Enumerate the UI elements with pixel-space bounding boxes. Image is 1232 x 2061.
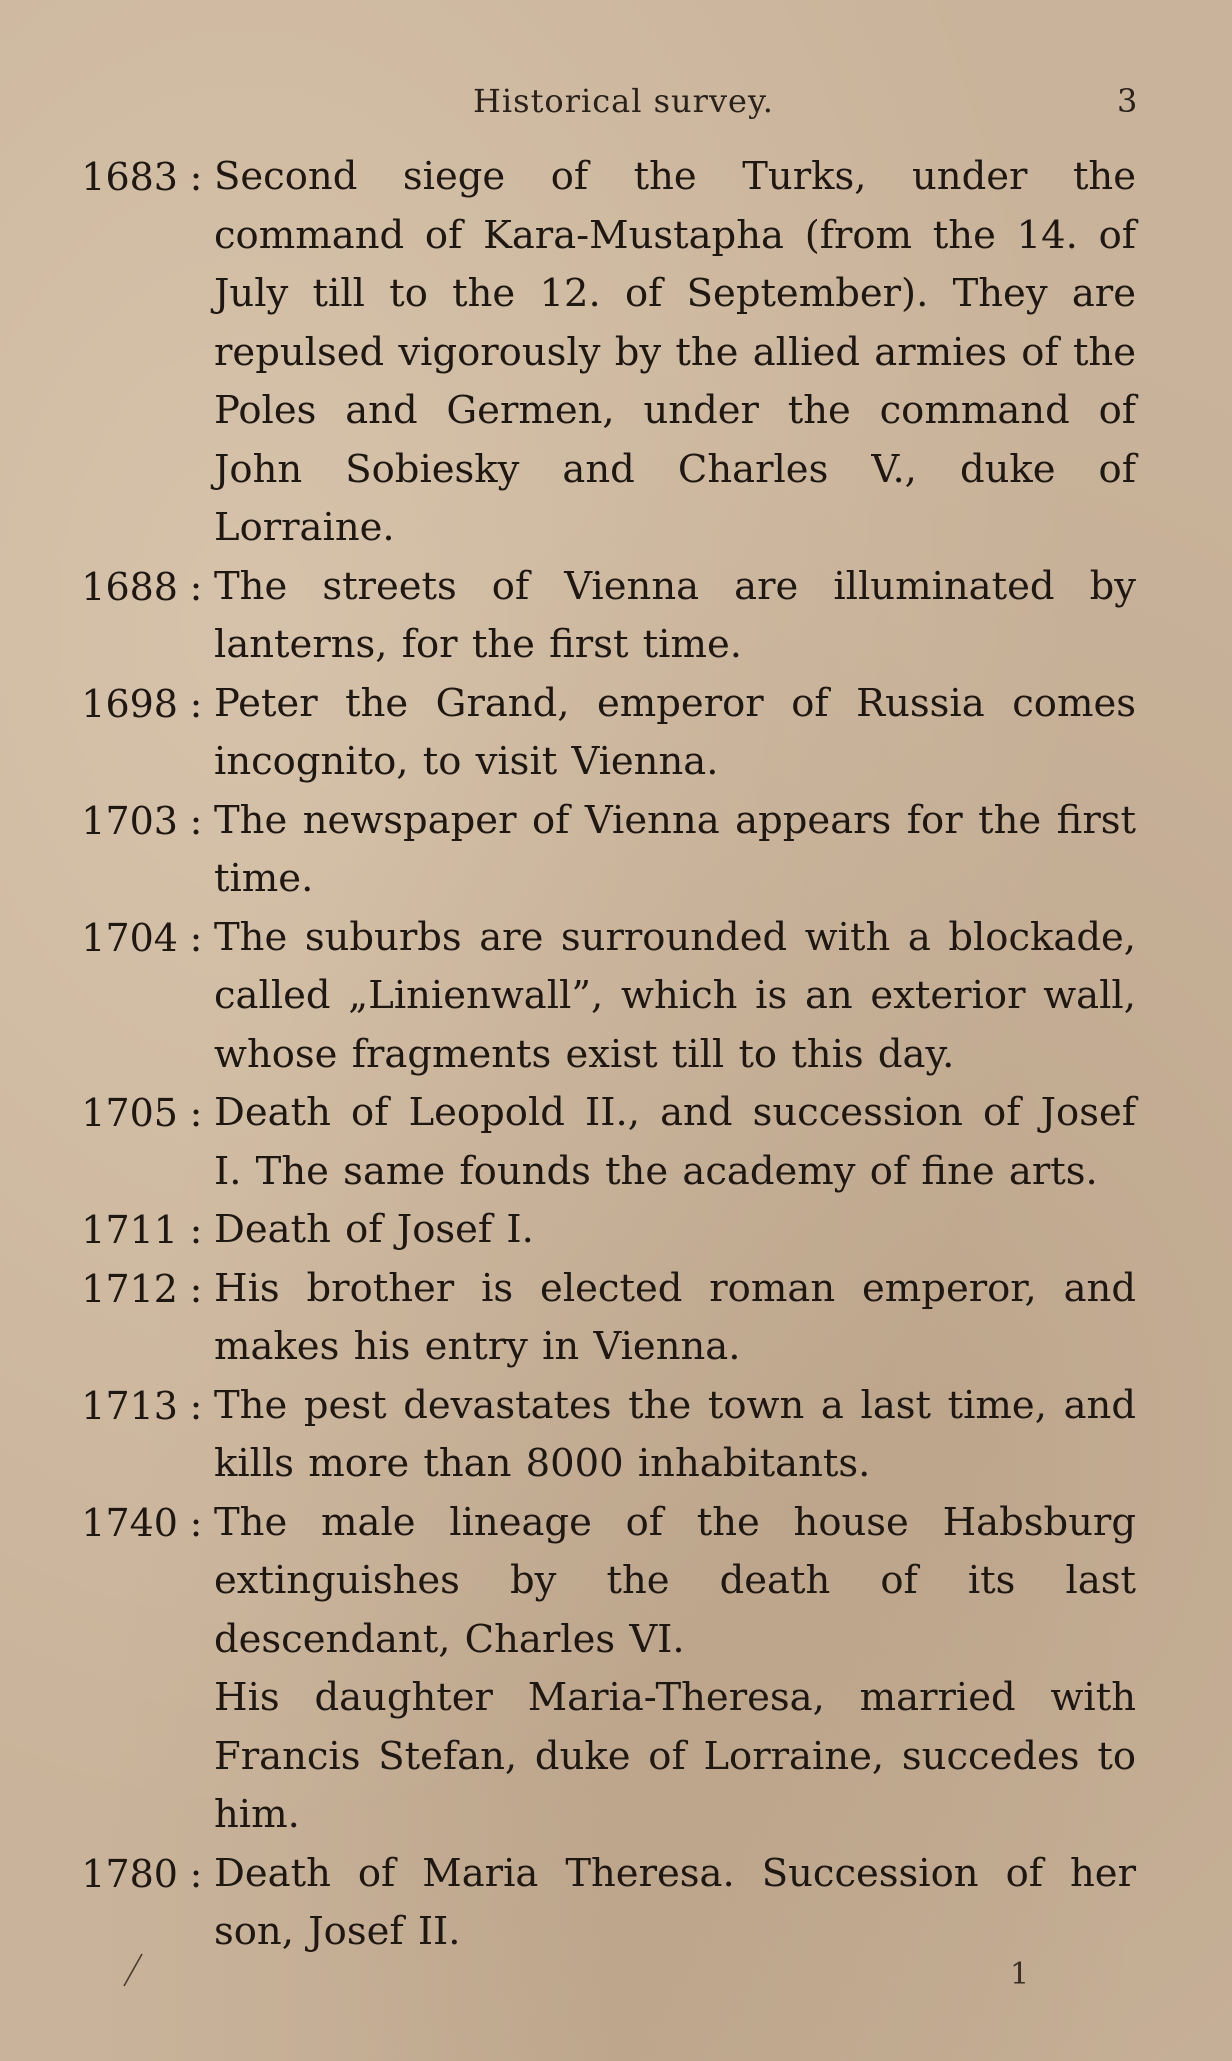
entry-text [214, 558, 1136, 675]
chronology-entry [66, 792, 1136, 909]
entry-paragraph: His brother is elected roman emperor, and makes his entry in Vienna. [214, 1265, 1136, 1369]
entry-paragraph: Death of Maria Theresa. Succession of her son, Josef II. [214, 1850, 1136, 1954]
chronology-entry [66, 1201, 1136, 1260]
entry-text [214, 1494, 1136, 1845]
chronology-entry [66, 675, 1136, 792]
entry-text [214, 909, 1136, 1085]
entry-colon: : [189, 564, 203, 609]
entry-colon: : [189, 1091, 203, 1135]
entry-text [214, 1201, 1136, 1260]
entry-paragraph: The streets of Vienna are illuminated by lanterns, for the first time. [214, 563, 1136, 667]
chronology-entry [66, 1845, 1136, 1962]
entry-paragraph: His daughter Maria-Theresa, married with Francis Stefan, duke of Lorraine, succedes to him. [214, 1675, 1136, 1837]
entry-paragraph: The newspaper of Vienna appears for the first time. [214, 797, 1136, 901]
entry-colon: : [189, 1383, 203, 1428]
entry-year: 1780 [81, 1851, 178, 1896]
entry-colon: : [189, 798, 203, 843]
chronology-list [66, 148, 1136, 1962]
chronology-entry [66, 909, 1136, 1085]
pencil-mark-icon [118, 1950, 148, 1990]
chronology-entry [66, 1494, 1136, 1845]
entry-text [214, 148, 1136, 558]
page-number: 3 [1117, 82, 1138, 120]
chronology-entry [66, 1084, 1136, 1201]
entry-text [214, 675, 1136, 792]
chronology-entry [66, 148, 1136, 558]
signature-mark: 1 [1010, 1957, 1030, 1992]
entry-year: 1688 [81, 564, 178, 609]
entry-text [214, 1084, 1136, 1201]
entry-text [214, 1845, 1136, 1962]
entry-year: 1740 [81, 1500, 178, 1545]
entry-paragraph: The pest devastates the town a last time, and kills more than 8000 inhabitants. [214, 1382, 1136, 1486]
entry-year: 1703 [81, 798, 178, 843]
entry-paragraph: The suburbs are surrounded with a blockade, called „Linienwall”, which is an exterior wall, whose fragments exist till to this day. [214, 914, 1136, 1077]
entry-year: 1713 [81, 1383, 178, 1428]
entry-colon: : [189, 1500, 203, 1545]
entry-year: 1712 [81, 1266, 178, 1311]
entry-paragraph: Second siege of the Turks, under the command of Kara-Mustapha (from the 14. of July till to the 12. of September). They are repulsed vigorously by the allied armies of the Poles and Germen, under the command of John Sobiesky and Charles V., duke of Lorraine. [214, 154, 1136, 550]
entry-colon: : [189, 1208, 203, 1252]
entry-colon: : [189, 1851, 203, 1896]
entry-year: 1683 [81, 155, 178, 199]
entry-paragraph: The male lineage of the house Habsburg extinguishes by the death of its last descendant, Charles VI. [214, 1499, 1136, 1662]
entry-text [214, 792, 1136, 909]
entry-year: 1711 [81, 1208, 178, 1252]
chronology-entry [66, 558, 1136, 675]
entry-year: 1704 [81, 915, 178, 960]
entry-paragraph: Death of Leopold II., and succession of Josef I. The same founds the academy of fine arts. [214, 1090, 1136, 1194]
entry-paragraph: Death of Josef I. [214, 1207, 534, 1252]
chronology-entry [66, 1260, 1136, 1377]
entry-colon: : [189, 681, 203, 726]
chronology-entry [66, 1377, 1136, 1494]
running-head [0, 82, 1232, 126]
entry-text [214, 1377, 1136, 1494]
entry-year: 1705 [81, 1091, 178, 1135]
entry-colon: : [189, 915, 203, 960]
entry-paragraph: Peter the Grand, emperor of Russia comes incognito, to visit Vienna. [214, 680, 1136, 784]
entry-colon: : [189, 155, 203, 199]
entry-year: 1698 [81, 681, 178, 726]
entry-text [214, 1260, 1136, 1377]
entry-colon: : [189, 1266, 203, 1311]
running-title: Historical survey. [473, 82, 774, 120]
